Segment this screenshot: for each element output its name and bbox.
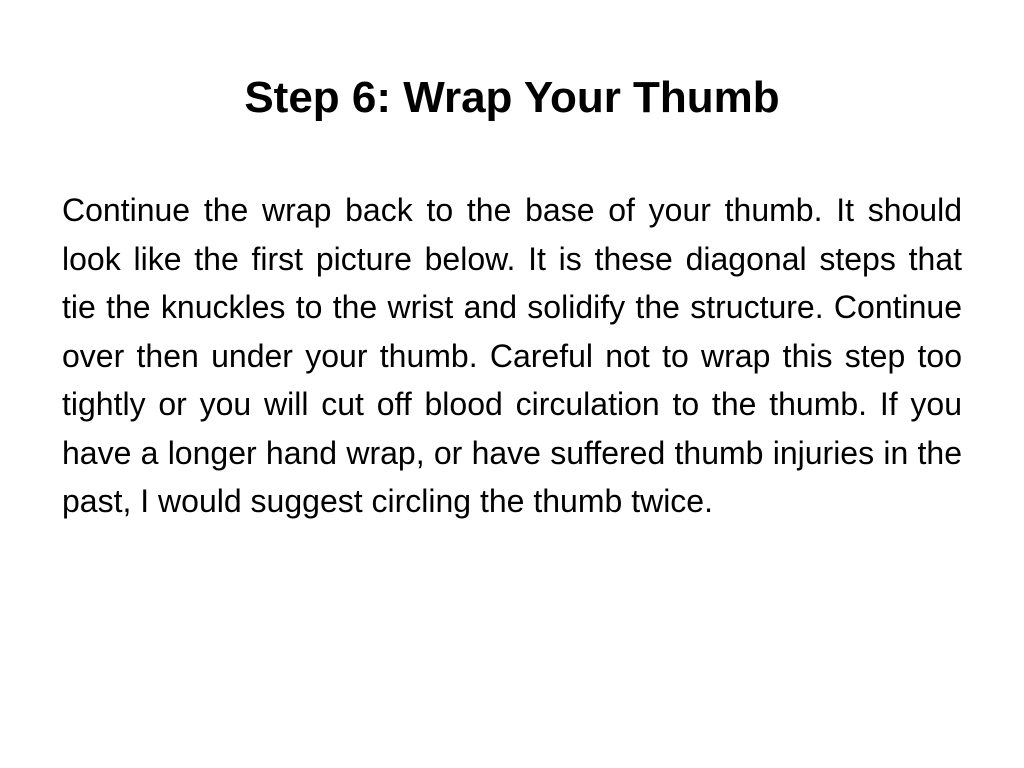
slide-title: Step 6: Wrap Your Thumb	[244, 73, 780, 122]
slide-body-text: Continue the wrap back to the base of your thumb. It should look like the first picture below. It is these diagonal steps that tie the knuckles to the wrist and solidify the structure. Continue over then under your thumb. Careful not to wrap this step too tightly or you will cut off blood circulation to the thumb. If you have a longer hand wrap, or have suffered thumb injuries in the past, I would suggest circling the thumb twice.	[62, 192, 962, 519]
